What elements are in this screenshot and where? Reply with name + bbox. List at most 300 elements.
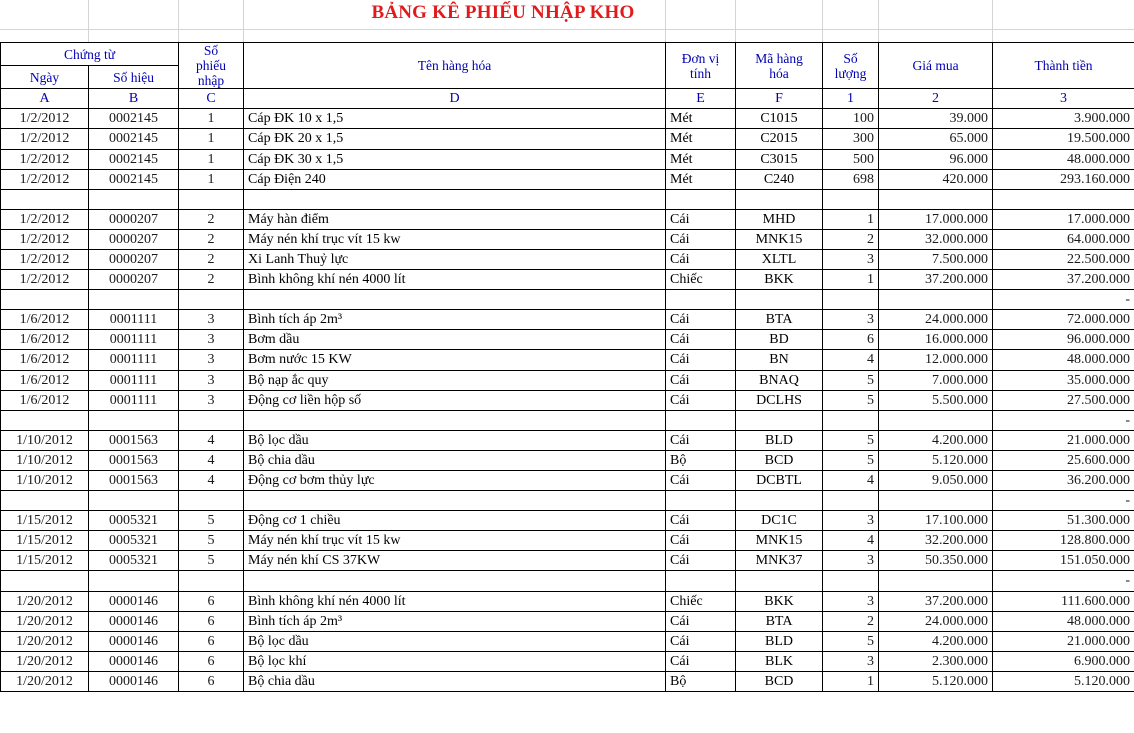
cell-gia-mua: 4.200.000 [879, 631, 993, 651]
cell-so-phieu-nhap: 3 [179, 310, 244, 330]
cell-thanh-tien: 128.800.000 [993, 531, 1134, 551]
cell-so-luong: 3 [823, 310, 879, 330]
cell-so-luong: 4 [823, 531, 879, 551]
cell-so-luong: 300 [823, 129, 879, 149]
cell-ma-hang-hoa: DC1C [736, 511, 823, 531]
cell-ma-hang-hoa [736, 410, 823, 430]
cell-ngay: 1/2/2012 [1, 270, 89, 290]
cell-gia-mua [879, 290, 993, 310]
cell-thanh-tien: 3.900.000 [993, 109, 1134, 129]
cell-so-hieu: 0000207 [89, 270, 179, 290]
cell-so-luong: 5 [823, 370, 879, 390]
cell-so-phieu-nhap: 6 [179, 611, 244, 631]
cell-ma-hang-hoa: BLD [736, 631, 823, 651]
cell-don-vi-tinh [666, 189, 736, 209]
cell-ngay: 1/6/2012 [1, 330, 89, 350]
cell-gia-mua: 50.350.000 [879, 551, 993, 571]
cell-don-vi-tinh: Mét [666, 169, 736, 189]
cell-ma-hang-hoa: C2015 [736, 129, 823, 149]
cell-gia-mua: 17.000.000 [879, 209, 993, 229]
cell-ma-hang-hoa: BNAQ [736, 370, 823, 390]
cell-don-vi-tinh: Cái [666, 531, 736, 551]
cell-ten-hang-hoa: Bộ lọc dầu [244, 430, 666, 450]
table-row [1, 330, 1134, 350]
cell-don-vi-tinh: Mét [666, 109, 736, 129]
cell-ngay: 1/20/2012 [1, 631, 89, 651]
cell-don-vi-tinh: Cái [666, 631, 736, 651]
cell-thanh-tien: - [993, 290, 1134, 310]
cell-so-phieu-nhap [179, 290, 244, 310]
cell-so-hieu: 0005321 [89, 511, 179, 531]
table-separator-row [1, 410, 1134, 430]
cell-ngay: 1/10/2012 [1, 471, 89, 491]
cell-so-hieu: 0000146 [89, 591, 179, 611]
table-row [1, 249, 1134, 269]
header-ma-hang-hoa: Mã hàng hóa [736, 43, 823, 89]
cell-so-phieu-nhap: 1 [179, 169, 244, 189]
cell-ngay: 1/20/2012 [1, 671, 89, 691]
cell-ngay [1, 571, 89, 591]
cell-ma-hang-hoa: C240 [736, 169, 823, 189]
cell-ngay: 1/6/2012 [1, 310, 89, 330]
cell-so-hieu: 0000146 [89, 631, 179, 651]
cell-don-vi-tinh [666, 410, 736, 430]
cell-ma-hang-hoa: MNK15 [736, 229, 823, 249]
cell-gia-mua: 32.000.000 [879, 229, 993, 249]
cell-ngay: 1/2/2012 [1, 109, 89, 129]
cell-thanh-tien: 64.000.000 [993, 229, 1134, 249]
cell-so-phieu-nhap: 4 [179, 430, 244, 450]
table-row [1, 531, 1134, 551]
cell-ma-hang-hoa: C1015 [736, 109, 823, 129]
cell-gia-mua: 9.050.000 [879, 471, 993, 491]
header-row-group [1, 43, 1134, 66]
cell-so-luong: 4 [823, 471, 879, 491]
cell-ten-hang-hoa [244, 189, 666, 209]
cell-don-vi-tinh: Cái [666, 330, 736, 350]
table-separator-row [1, 491, 1134, 511]
cell-so-phieu-nhap [179, 571, 244, 591]
cell-ma-hang-hoa [736, 290, 823, 310]
cell-so-hieu: 0000207 [89, 229, 179, 249]
cell-so-hieu: 0000207 [89, 209, 179, 229]
cell-thanh-tien: 48.000.000 [993, 611, 1134, 631]
table-row [1, 129, 1134, 149]
code-so-luong: 1 [823, 89, 879, 109]
cell-so-luong: 3 [823, 591, 879, 611]
cell-so-hieu: 0000146 [89, 671, 179, 691]
cell-so-luong: 100 [823, 109, 879, 129]
cell-gia-mua: 4.200.000 [879, 430, 993, 450]
cell-so-luong: 3 [823, 511, 879, 531]
cell-ngay: 1/15/2012 [1, 531, 89, 551]
cell-so-phieu-nhap: 2 [179, 270, 244, 290]
cell-ma-hang-hoa: BCD [736, 450, 823, 470]
cell-don-vi-tinh: Cái [666, 370, 736, 390]
table-row [1, 209, 1134, 229]
warehouse-receipt-table [0, 42, 1134, 692]
cell-so-luong: 4 [823, 350, 879, 370]
cell-don-vi-tinh: Mét [666, 129, 736, 149]
cell-ngay: 1/2/2012 [1, 129, 89, 149]
cell-gia-mua: 7.000.000 [879, 370, 993, 390]
cell-ma-hang-hoa [736, 189, 823, 209]
table-header [1, 43, 1134, 109]
cell-ten-hang-hoa: Cáp ĐK 30 x 1,5 [244, 149, 666, 169]
cell-so-hieu [89, 410, 179, 430]
cell-so-phieu-nhap: 2 [179, 229, 244, 249]
cell-so-phieu-nhap: 4 [179, 450, 244, 470]
cell-thanh-tien: 48.000.000 [993, 350, 1134, 370]
cell-gia-mua: 24.000.000 [879, 611, 993, 631]
cell-don-vi-tinh: Chiếc [666, 270, 736, 290]
cell-thanh-tien: 17.000.000 [993, 209, 1134, 229]
cell-ten-hang-hoa: Động cơ liền hộp số [244, 390, 666, 410]
cell-gia-mua: 5.120.000 [879, 671, 993, 691]
cell-so-phieu-nhap: 4 [179, 471, 244, 491]
table-row [1, 270, 1134, 290]
cell-ten-hang-hoa: Động cơ 1 chiều [244, 511, 666, 531]
cell-so-luong: 5 [823, 631, 879, 651]
cell-gia-mua [879, 410, 993, 430]
cell-ngay: 1/2/2012 [1, 249, 89, 269]
cell-so-phieu-nhap: 5 [179, 511, 244, 531]
cell-so-hieu: 0000146 [89, 611, 179, 631]
cell-ma-hang-hoa: BD [736, 330, 823, 350]
table-separator-row [1, 290, 1134, 310]
cell-so-phieu-nhap: 6 [179, 651, 244, 671]
cell-ten-hang-hoa: Bộ lọc dầu [244, 631, 666, 651]
cell-gia-mua: 420.000 [879, 169, 993, 189]
table-row [1, 551, 1134, 571]
cell-so-hieu: 0001111 [89, 330, 179, 350]
table-row [1, 109, 1134, 129]
cell-so-hieu: 0001111 [89, 370, 179, 390]
cell-ten-hang-hoa: Bộ chia dầu [244, 671, 666, 691]
cell-so-luong: 3 [823, 651, 879, 671]
cell-thanh-tien: 72.000.000 [993, 310, 1134, 330]
cell-ma-hang-hoa: MHD [736, 209, 823, 229]
cell-ten-hang-hoa [244, 410, 666, 430]
cell-gia-mua: 12.000.000 [879, 350, 993, 370]
cell-don-vi-tinh [666, 290, 736, 310]
cell-ngay: 1/10/2012 [1, 450, 89, 470]
header-don-vi-tinh: Đơn vị tính [666, 43, 736, 89]
cell-ngay [1, 410, 89, 430]
cell-ma-hang-hoa: DCLHS [736, 390, 823, 410]
cell-so-hieu: 0001563 [89, 471, 179, 491]
cell-so-luong: 3 [823, 249, 879, 269]
cell-thanh-tien: 21.000.000 [993, 631, 1134, 651]
cell-gia-mua: 39.000 [879, 109, 993, 129]
cell-so-luong: 500 [823, 149, 879, 169]
cell-don-vi-tinh [666, 571, 736, 591]
header-ten-hang-hoa: Tên hàng hóa [244, 43, 666, 89]
cell-don-vi-tinh: Cái [666, 430, 736, 450]
cell-gia-mua: 37.200.000 [879, 270, 993, 290]
cell-so-luong: 1 [823, 671, 879, 691]
header-so-phieu-nhap: Số phiếu nhập [179, 43, 244, 89]
cell-ten-hang-hoa: Bộ chia dầu [244, 450, 666, 470]
cell-thanh-tien: 35.000.000 [993, 370, 1134, 390]
cell-ma-hang-hoa: DCBTL [736, 471, 823, 491]
cell-so-phieu-nhap: 6 [179, 631, 244, 651]
cell-so-luong: 1 [823, 209, 879, 229]
cell-don-vi-tinh: Cái [666, 471, 736, 491]
cell-gia-mua [879, 189, 993, 209]
code-gia-mua: 2 [879, 89, 993, 109]
header-ngay: Ngày [1, 66, 89, 89]
table-row [1, 450, 1134, 470]
table-separator-row [1, 571, 1134, 591]
cell-thanh-tien: 37.200.000 [993, 270, 1134, 290]
cell-ten-hang-hoa: Bình không khí nén 4000 lít [244, 270, 666, 290]
table-row [1, 471, 1134, 491]
cell-ma-hang-hoa [736, 571, 823, 591]
cell-so-phieu-nhap: 3 [179, 390, 244, 410]
table-row [1, 350, 1134, 370]
cell-ten-hang-hoa: Xi Lanh Thuỷ lực [244, 249, 666, 269]
cell-so-luong: 5 [823, 450, 879, 470]
cell-gia-mua [879, 571, 993, 591]
cell-don-vi-tinh: Cái [666, 551, 736, 571]
cell-thanh-tien: - [993, 571, 1134, 591]
cell-thanh-tien: 48.000.000 [993, 149, 1134, 169]
cell-ma-hang-hoa: BKK [736, 270, 823, 290]
code-ngay: A [1, 89, 89, 109]
cell-ten-hang-hoa: Động cơ bơm thủy lực [244, 471, 666, 491]
table-row [1, 370, 1134, 390]
cell-thanh-tien: 6.900.000 [993, 651, 1134, 671]
cell-so-phieu-nhap: 5 [179, 551, 244, 571]
cell-ma-hang-hoa: XLTL [736, 249, 823, 269]
cell-so-hieu: 0005321 [89, 531, 179, 551]
cell-ten-hang-hoa: Bình tích áp 2m³ [244, 310, 666, 330]
cell-thanh-tien: 36.200.000 [993, 471, 1134, 491]
cell-so-luong [823, 290, 879, 310]
table-body [1, 109, 1134, 692]
cell-don-vi-tinh: Cái [666, 229, 736, 249]
cell-so-phieu-nhap: 6 [179, 671, 244, 691]
cell-don-vi-tinh: Cái [666, 511, 736, 531]
cell-gia-mua: 65.000 [879, 129, 993, 149]
cell-ngay: 1/2/2012 [1, 209, 89, 229]
cell-so-luong: 6 [823, 330, 879, 350]
cell-gia-mua: 2.300.000 [879, 651, 993, 671]
cell-ngay: 1/2/2012 [1, 149, 89, 169]
cell-so-phieu-nhap: 3 [179, 350, 244, 370]
table-row [1, 149, 1134, 169]
cell-don-vi-tinh [666, 491, 736, 511]
cell-ten-hang-hoa: Cáp ĐK 10 x 1,5 [244, 109, 666, 129]
cell-thanh-tien: 27.500.000 [993, 390, 1134, 410]
cell-ngay: 1/10/2012 [1, 430, 89, 450]
table-row [1, 229, 1134, 249]
cell-don-vi-tinh: Chiếc [666, 591, 736, 611]
cell-ma-hang-hoa: C3015 [736, 149, 823, 169]
cell-don-vi-tinh: Cái [666, 209, 736, 229]
table-row [1, 430, 1134, 450]
cell-so-hieu [89, 290, 179, 310]
table-separator-row [1, 189, 1134, 209]
cell-ngay [1, 491, 89, 511]
cell-ma-hang-hoa: BCD [736, 671, 823, 691]
cell-so-hieu [89, 491, 179, 511]
cell-so-phieu-nhap [179, 189, 244, 209]
cell-so-phieu-nhap: 6 [179, 591, 244, 611]
cell-so-luong: 5 [823, 430, 879, 450]
cell-so-luong [823, 571, 879, 591]
cell-don-vi-tinh: Mét [666, 149, 736, 169]
cell-ten-hang-hoa [244, 491, 666, 511]
cell-ngay: 1/6/2012 [1, 370, 89, 390]
cell-gia-mua: 96.000 [879, 149, 993, 169]
cell-so-hieu: 0002145 [89, 149, 179, 169]
header-chungtu: Chứng từ [1, 43, 179, 66]
cell-ngay [1, 290, 89, 310]
cell-so-phieu-nhap: 3 [179, 330, 244, 350]
cell-gia-mua [879, 491, 993, 511]
table-row [1, 511, 1134, 531]
cell-so-phieu-nhap: 5 [179, 531, 244, 551]
cell-ma-hang-hoa: MNK15 [736, 531, 823, 551]
cell-ma-hang-hoa: BTA [736, 611, 823, 631]
table-row [1, 310, 1134, 330]
cell-ngay: 1/2/2012 [1, 169, 89, 189]
cell-don-vi-tinh: Cái [666, 310, 736, 330]
table-row [1, 591, 1134, 611]
cell-ten-hang-hoa: Bình tích áp 2m³ [244, 611, 666, 631]
cell-ma-hang-hoa: BTA [736, 310, 823, 330]
cell-so-luong: 698 [823, 169, 879, 189]
cell-so-phieu-nhap: 2 [179, 209, 244, 229]
cell-ngay: 1/15/2012 [1, 551, 89, 571]
cell-ma-hang-hoa: BLK [736, 651, 823, 671]
cell-so-hieu: 0005321 [89, 551, 179, 571]
cell-thanh-tien: 22.500.000 [993, 249, 1134, 269]
table-row [1, 651, 1134, 671]
cell-thanh-tien: 5.120.000 [993, 671, 1134, 691]
cell-gia-mua: 32.200.000 [879, 531, 993, 551]
cell-ten-hang-hoa: Bình không khí nén 4000 lít [244, 591, 666, 611]
cell-ten-hang-hoa: Cáp ĐK 20 x 1,5 [244, 129, 666, 149]
cell-so-hieu: 0001563 [89, 450, 179, 470]
cell-ngay: 1/20/2012 [1, 591, 89, 611]
cell-ten-hang-hoa: Bộ lọc khí [244, 651, 666, 671]
cell-so-phieu-nhap: 3 [179, 370, 244, 390]
cell-ngay: 1/6/2012 [1, 390, 89, 410]
cell-ma-hang-hoa: BLD [736, 430, 823, 450]
cell-so-hieu: 0002145 [89, 169, 179, 189]
cell-ngay: 1/2/2012 [1, 229, 89, 249]
cell-so-hieu: 0002145 [89, 109, 179, 129]
cell-so-luong: 1 [823, 270, 879, 290]
cell-so-hieu: 0001111 [89, 310, 179, 330]
cell-ten-hang-hoa: Máy nén khí trục vít 15 kw [244, 229, 666, 249]
cell-so-hieu: 0001111 [89, 390, 179, 410]
code-don-vi-tinh: E [666, 89, 736, 109]
cell-thanh-tien: 151.050.000 [993, 551, 1134, 571]
cell-so-luong: 2 [823, 611, 879, 631]
cell-thanh-tien: - [993, 410, 1134, 430]
cell-ten-hang-hoa: Máy hàn điểm [244, 209, 666, 229]
cell-don-vi-tinh: Cái [666, 611, 736, 631]
cell-don-vi-tinh: Cái [666, 350, 736, 370]
cell-ten-hang-hoa: Bơm nước 15 KW [244, 350, 666, 370]
cell-ma-hang-hoa: BN [736, 350, 823, 370]
cell-ten-hang-hoa [244, 571, 666, 591]
cell-ngay: 1/6/2012 [1, 350, 89, 370]
cell-so-hieu [89, 571, 179, 591]
cell-so-luong: 3 [823, 551, 879, 571]
table-row [1, 611, 1134, 631]
table-row [1, 169, 1134, 189]
cell-so-hieu: 0001563 [89, 430, 179, 450]
cell-so-luong [823, 189, 879, 209]
cell-gia-mua: 16.000.000 [879, 330, 993, 350]
cell-don-vi-tinh: Cái [666, 651, 736, 671]
cell-so-phieu-nhap: 1 [179, 129, 244, 149]
cell-ngay: 1/15/2012 [1, 511, 89, 531]
cell-so-luong [823, 410, 879, 430]
cell-don-vi-tinh: Cái [666, 390, 736, 410]
cell-thanh-tien: 21.000.000 [993, 430, 1134, 450]
header-so-luong: Số lượng [823, 43, 879, 89]
header-so-hieu: Số hiệu [89, 66, 179, 89]
cell-ngay: 1/20/2012 [1, 611, 89, 631]
cell-ten-hang-hoa: Máy nén khí trục vít 15 kw [244, 531, 666, 551]
cell-thanh-tien: 25.600.000 [993, 450, 1134, 470]
cell-so-luong [823, 491, 879, 511]
cell-thanh-tien: 51.300.000 [993, 511, 1134, 531]
gridline-h [0, 29, 1134, 30]
cell-ten-hang-hoa: Máy nén khí CS 37KW [244, 551, 666, 571]
cell-gia-mua: 24.000.000 [879, 310, 993, 330]
cell-so-phieu-nhap: 2 [179, 249, 244, 269]
cell-thanh-tien: 19.500.000 [993, 129, 1134, 149]
cell-ten-hang-hoa: Cáp Điện 240 [244, 169, 666, 189]
cell-so-hieu: 0002145 [89, 129, 179, 149]
table-row [1, 631, 1134, 651]
header-row-codes [1, 89, 1134, 109]
cell-don-vi-tinh: Cái [666, 249, 736, 269]
header-thanh-tien: Thành tiền [993, 43, 1134, 89]
cell-thanh-tien: - [993, 491, 1134, 511]
cell-don-vi-tinh: Bộ [666, 671, 736, 691]
header-gia-mua: Giá mua [879, 43, 993, 89]
code-ma-hang-hoa: F [736, 89, 823, 109]
cell-ten-hang-hoa: Bộ nạp ắc quy [244, 370, 666, 390]
cell-so-hieu: 0000146 [89, 651, 179, 671]
cell-thanh-tien [993, 189, 1134, 209]
code-so-phieu-nhap: C [179, 89, 244, 109]
cell-thanh-tien: 111.600.000 [993, 591, 1134, 611]
cell-don-vi-tinh: Bộ [666, 450, 736, 470]
cell-so-luong: 2 [823, 229, 879, 249]
cell-so-hieu: 0001111 [89, 350, 179, 370]
cell-ten-hang-hoa: Bơm dầu [244, 330, 666, 350]
cell-ma-hang-hoa: BKK [736, 591, 823, 611]
cell-gia-mua: 7.500.000 [879, 249, 993, 269]
cell-ten-hang-hoa [244, 290, 666, 310]
cell-thanh-tien: 96.000.000 [993, 330, 1134, 350]
cell-so-hieu: 0000207 [89, 249, 179, 269]
code-thanh-tien: 3 [993, 89, 1134, 109]
cell-gia-mua: 37.200.000 [879, 591, 993, 611]
cell-so-hieu [89, 189, 179, 209]
table-row [1, 671, 1134, 691]
cell-gia-mua: 5.500.000 [879, 390, 993, 410]
